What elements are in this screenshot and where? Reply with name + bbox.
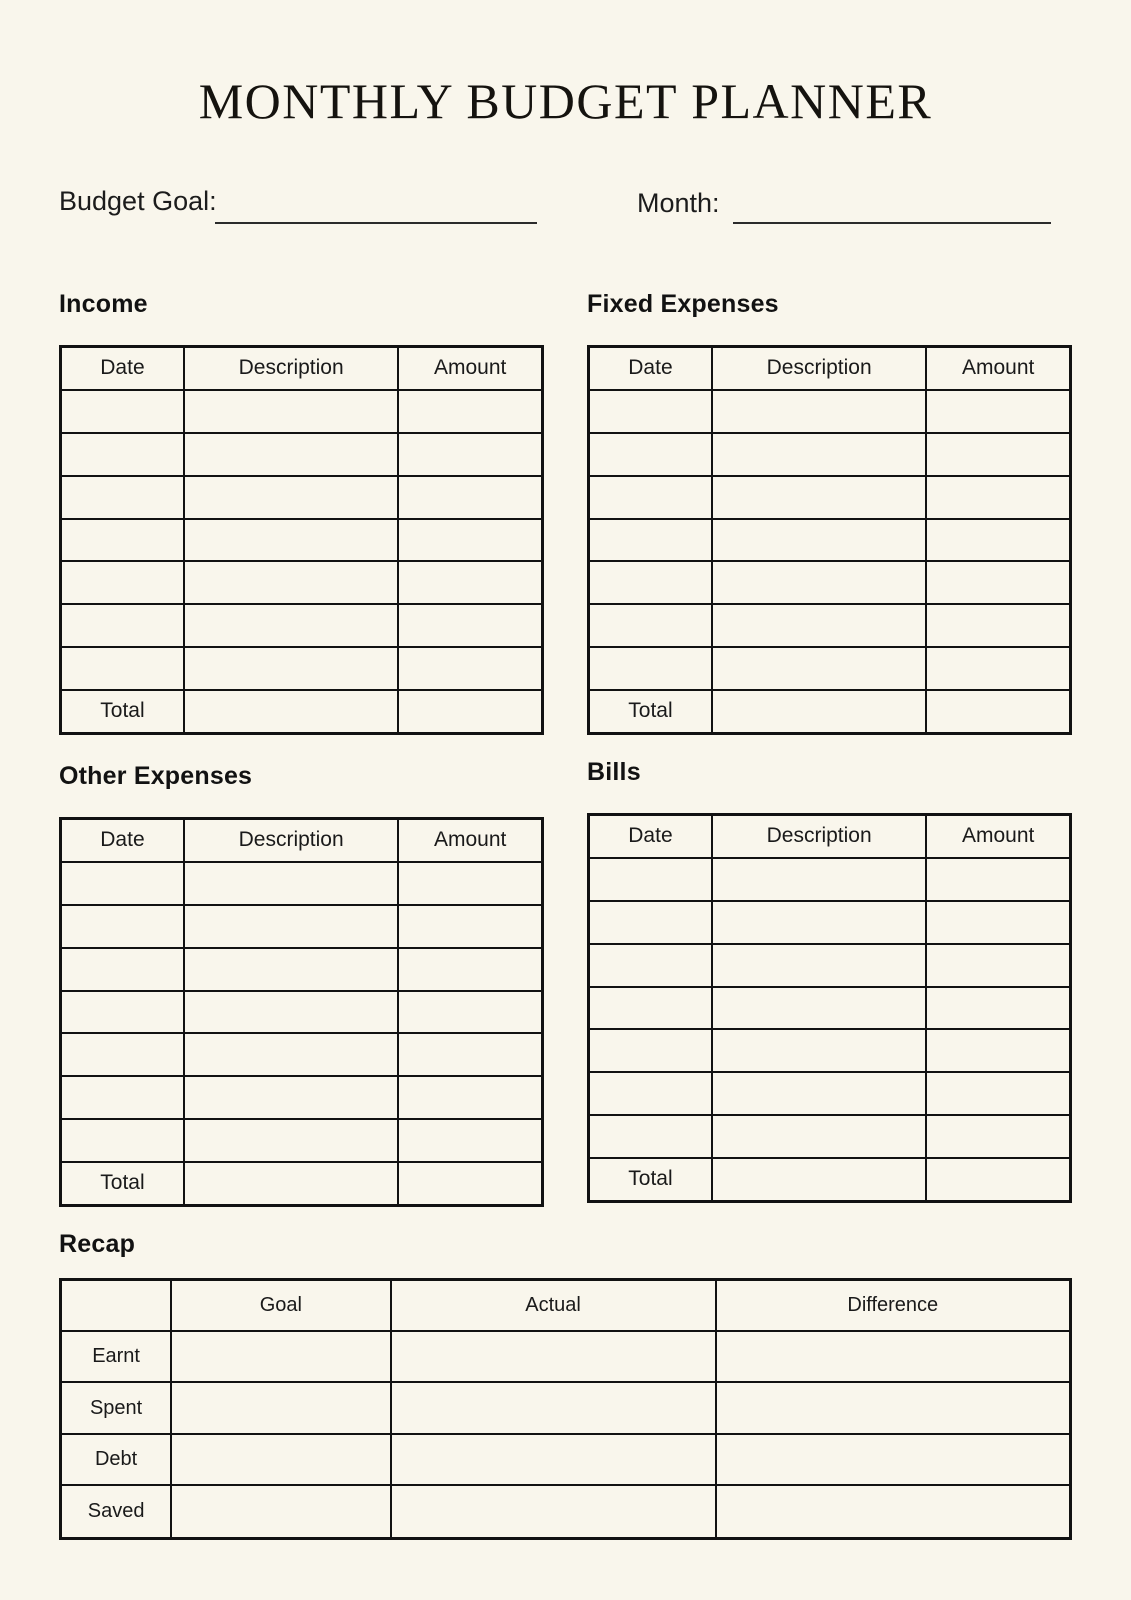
recap-row-saved bbox=[61, 1485, 1071, 1538]
recap-header-row bbox=[61, 1279, 1071, 1331]
description-cell[interactable] bbox=[184, 390, 398, 433]
total-amount-cell[interactable] bbox=[398, 690, 542, 733]
amount-cell[interactable] bbox=[398, 519, 542, 562]
entry-row bbox=[589, 604, 1071, 647]
description-cell[interactable] bbox=[184, 991, 398, 1034]
goal-cell[interactable] bbox=[171, 1434, 390, 1485]
section-heading-income: Income bbox=[59, 290, 148, 318]
entry-row bbox=[589, 944, 1071, 987]
amount-cell[interactable] bbox=[398, 561, 542, 604]
amount-cell[interactable] bbox=[926, 858, 1070, 901]
column-header-amount: Amount bbox=[398, 346, 542, 390]
section-heading-fixed-expenses: Fixed Expenses bbox=[587, 290, 779, 318]
month-label: Month: bbox=[637, 188, 720, 218]
column-header-date: Date bbox=[61, 346, 184, 390]
recap-row-label-earnt: Earnt bbox=[61, 1331, 172, 1382]
description-cell[interactable] bbox=[184, 604, 398, 647]
total-amount-cell[interactable] bbox=[926, 690, 1070, 733]
date-cell[interactable] bbox=[61, 519, 184, 562]
amount-cell[interactable] bbox=[926, 519, 1070, 562]
entry-row bbox=[589, 519, 1071, 562]
amount-cell[interactable] bbox=[926, 476, 1070, 519]
description-cell[interactable] bbox=[712, 901, 926, 944]
date-cell[interactable] bbox=[589, 944, 712, 987]
entry-row bbox=[61, 862, 543, 905]
recap-row-earnt bbox=[61, 1331, 1071, 1382]
column-header-description: Description bbox=[712, 346, 926, 390]
date-cell[interactable] bbox=[61, 1119, 184, 1162]
budget-goal-label: Budget Goal: bbox=[59, 186, 217, 216]
description-cell[interactable] bbox=[184, 1076, 398, 1119]
total-description-cell[interactable] bbox=[184, 690, 398, 733]
income-section bbox=[59, 288, 544, 735]
total-description-cell[interactable] bbox=[712, 690, 926, 733]
description-cell[interactable] bbox=[184, 647, 398, 690]
description-cell[interactable] bbox=[712, 604, 926, 647]
entry-row bbox=[589, 561, 1071, 604]
amount-cell[interactable] bbox=[398, 1033, 542, 1076]
entry-row bbox=[61, 561, 543, 604]
entry-row bbox=[61, 948, 543, 991]
entry-row bbox=[589, 1115, 1071, 1158]
date-cell[interactable] bbox=[589, 390, 712, 433]
recap-row-label-saved: Saved bbox=[61, 1485, 172, 1538]
fixed-expenses-section bbox=[587, 288, 1072, 735]
difference-cell[interactable] bbox=[716, 1434, 1071, 1485]
column-header-amount: Amount bbox=[926, 346, 1070, 390]
total-row bbox=[589, 690, 1071, 733]
description-cell[interactable] bbox=[184, 519, 398, 562]
total-description-cell[interactable] bbox=[184, 1162, 398, 1205]
date-cell[interactable] bbox=[589, 1029, 712, 1072]
date-cell[interactable] bbox=[589, 647, 712, 690]
recap-row-label-spent: Spent bbox=[61, 1382, 172, 1433]
entry-row bbox=[61, 647, 543, 690]
date-cell[interactable] bbox=[61, 991, 184, 1034]
budget-goal-input-line[interactable] bbox=[215, 188, 537, 224]
column-header-amount: Amount bbox=[398, 818, 542, 862]
description-cell[interactable] bbox=[712, 390, 926, 433]
date-cell[interactable] bbox=[61, 433, 184, 476]
date-cell[interactable] bbox=[61, 948, 184, 991]
difference-cell[interactable] bbox=[716, 1485, 1071, 1538]
entry-row bbox=[61, 905, 543, 948]
description-cell[interactable] bbox=[712, 1029, 926, 1072]
description-cell[interactable] bbox=[712, 433, 926, 476]
amount-cell[interactable] bbox=[398, 476, 542, 519]
column-header-actual: Actual bbox=[391, 1279, 716, 1331]
amount-cell[interactable] bbox=[398, 991, 542, 1034]
description-cell[interactable] bbox=[712, 561, 926, 604]
amount-cell[interactable] bbox=[926, 1029, 1070, 1072]
entry-row bbox=[589, 390, 1071, 433]
date-cell[interactable] bbox=[589, 561, 712, 604]
entry-row bbox=[61, 1033, 543, 1076]
difference-cell[interactable] bbox=[716, 1382, 1071, 1433]
description-cell[interactable] bbox=[184, 862, 398, 905]
entry-row bbox=[61, 390, 543, 433]
page-title: MONTHLY BUDGET PLANNER bbox=[198, 73, 933, 129]
recap-table bbox=[59, 1278, 1072, 1540]
description-cell[interactable] bbox=[712, 1115, 926, 1158]
recap-row-spent bbox=[61, 1382, 1071, 1433]
date-cell[interactable] bbox=[61, 905, 184, 948]
section-heading-bills: Bills bbox=[587, 758, 641, 786]
entry-row bbox=[589, 476, 1071, 519]
recap-section bbox=[59, 1228, 1072, 1540]
recap-corner-cell bbox=[61, 1279, 172, 1331]
date-cell[interactable] bbox=[589, 858, 712, 901]
description-cell[interactable] bbox=[184, 905, 398, 948]
amount-cell[interactable] bbox=[926, 987, 1070, 1030]
date-cell[interactable] bbox=[589, 476, 712, 519]
actual-cell[interactable] bbox=[391, 1434, 716, 1485]
amount-cell[interactable] bbox=[926, 433, 1070, 476]
amount-cell[interactable] bbox=[926, 944, 1070, 987]
description-cell[interactable] bbox=[712, 1072, 926, 1115]
date-cell[interactable] bbox=[589, 987, 712, 1030]
description-cell[interactable] bbox=[184, 433, 398, 476]
goal-cell[interactable] bbox=[171, 1382, 390, 1433]
column-header-date: Date bbox=[589, 346, 712, 390]
header-row bbox=[61, 346, 543, 390]
section-heading-other-expenses: Other Expenses bbox=[59, 762, 253, 790]
section-heading-recap: Recap bbox=[59, 1230, 136, 1258]
date-cell[interactable] bbox=[589, 604, 712, 647]
date-cell[interactable] bbox=[61, 604, 184, 647]
other-expenses-table bbox=[59, 817, 544, 1207]
entry-row bbox=[61, 1076, 543, 1119]
amount-cell[interactable] bbox=[926, 390, 1070, 433]
amount-cell[interactable] bbox=[926, 901, 1070, 944]
entry-row bbox=[589, 647, 1071, 690]
description-cell[interactable] bbox=[184, 948, 398, 991]
entry-row bbox=[589, 901, 1071, 944]
amount-cell[interactable] bbox=[398, 433, 542, 476]
difference-cell[interactable] bbox=[716, 1331, 1071, 1382]
description-cell[interactable] bbox=[712, 647, 926, 690]
column-header-description: Description bbox=[184, 818, 398, 862]
month-input-line[interactable] bbox=[733, 188, 1051, 224]
column-header-description: Description bbox=[184, 346, 398, 390]
total-amount-cell[interactable] bbox=[926, 1158, 1070, 1201]
column-header-description: Description bbox=[712, 814, 926, 858]
date-cell[interactable] bbox=[589, 519, 712, 562]
total-row bbox=[589, 1158, 1071, 1201]
column-header-date: Date bbox=[589, 814, 712, 858]
date-cell[interactable] bbox=[589, 1072, 712, 1115]
entry-row bbox=[61, 433, 543, 476]
other-expenses-section bbox=[59, 760, 544, 1207]
bills-table bbox=[587, 813, 1072, 1203]
total-label: Total bbox=[61, 690, 184, 733]
total-label: Total bbox=[589, 1158, 712, 1201]
amount-cell[interactable] bbox=[398, 862, 542, 905]
amount-cell[interactable] bbox=[926, 647, 1070, 690]
column-header-difference: Difference bbox=[716, 1279, 1071, 1331]
column-header-goal: Goal bbox=[171, 1279, 390, 1331]
total-label: Total bbox=[61, 1162, 184, 1205]
description-cell[interactable] bbox=[184, 476, 398, 519]
total-label: Total bbox=[589, 690, 712, 733]
amount-cell[interactable] bbox=[398, 390, 542, 433]
description-cell[interactable] bbox=[712, 987, 926, 1030]
description-cell[interactable] bbox=[712, 476, 926, 519]
fixed-expenses-table bbox=[587, 345, 1072, 735]
entry-row bbox=[589, 433, 1071, 476]
amount-cell[interactable] bbox=[926, 604, 1070, 647]
amount-cell[interactable] bbox=[926, 1072, 1070, 1115]
entry-row bbox=[61, 519, 543, 562]
amount-cell[interactable] bbox=[398, 1119, 542, 1162]
amount-cell[interactable] bbox=[398, 1076, 542, 1119]
date-cell[interactable] bbox=[589, 1115, 712, 1158]
date-cell[interactable] bbox=[61, 647, 184, 690]
actual-cell[interactable] bbox=[391, 1382, 716, 1433]
total-amount-cell[interactable] bbox=[398, 1162, 542, 1205]
header-row bbox=[61, 818, 543, 862]
entry-row bbox=[589, 1029, 1071, 1072]
amount-cell[interactable] bbox=[926, 1115, 1070, 1158]
description-cell[interactable] bbox=[184, 561, 398, 604]
goal-cell[interactable] bbox=[171, 1485, 390, 1538]
description-cell[interactable] bbox=[712, 519, 926, 562]
date-cell[interactable] bbox=[61, 476, 184, 519]
column-header-date: Date bbox=[61, 818, 184, 862]
total-description-cell[interactable] bbox=[712, 1158, 926, 1201]
description-cell[interactable] bbox=[184, 1119, 398, 1162]
entry-row bbox=[589, 1072, 1071, 1115]
income-table bbox=[59, 345, 544, 735]
actual-cell[interactable] bbox=[391, 1485, 716, 1538]
date-cell[interactable] bbox=[61, 1033, 184, 1076]
date-cell[interactable] bbox=[61, 862, 184, 905]
description-cell[interactable] bbox=[712, 858, 926, 901]
date-cell[interactable] bbox=[589, 901, 712, 944]
header-row bbox=[589, 346, 1071, 390]
date-cell[interactable] bbox=[61, 1076, 184, 1119]
description-cell[interactable] bbox=[184, 1033, 398, 1076]
header-row bbox=[589, 814, 1071, 858]
entry-row bbox=[61, 604, 543, 647]
entry-row bbox=[61, 991, 543, 1034]
description-cell[interactable] bbox=[712, 944, 926, 987]
entry-row bbox=[61, 1119, 543, 1162]
total-row bbox=[61, 690, 543, 733]
entry-row bbox=[61, 476, 543, 519]
amount-cell[interactable] bbox=[398, 604, 542, 647]
date-cell[interactable] bbox=[589, 433, 712, 476]
amount-cell[interactable] bbox=[398, 948, 542, 991]
actual-cell[interactable] bbox=[391, 1331, 716, 1382]
column-header-amount: Amount bbox=[926, 814, 1070, 858]
bills-section bbox=[587, 756, 1072, 1203]
recap-row-debt bbox=[61, 1434, 1071, 1485]
amount-cell[interactable] bbox=[926, 561, 1070, 604]
date-cell[interactable] bbox=[61, 390, 184, 433]
entry-row bbox=[589, 987, 1071, 1030]
amount-cell[interactable] bbox=[398, 647, 542, 690]
entry-row bbox=[589, 858, 1071, 901]
recap-row-label-debt: Debt bbox=[61, 1434, 172, 1485]
total-row bbox=[61, 1162, 543, 1205]
date-cell[interactable] bbox=[61, 561, 184, 604]
amount-cell[interactable] bbox=[398, 905, 542, 948]
goal-cell[interactable] bbox=[171, 1331, 390, 1382]
